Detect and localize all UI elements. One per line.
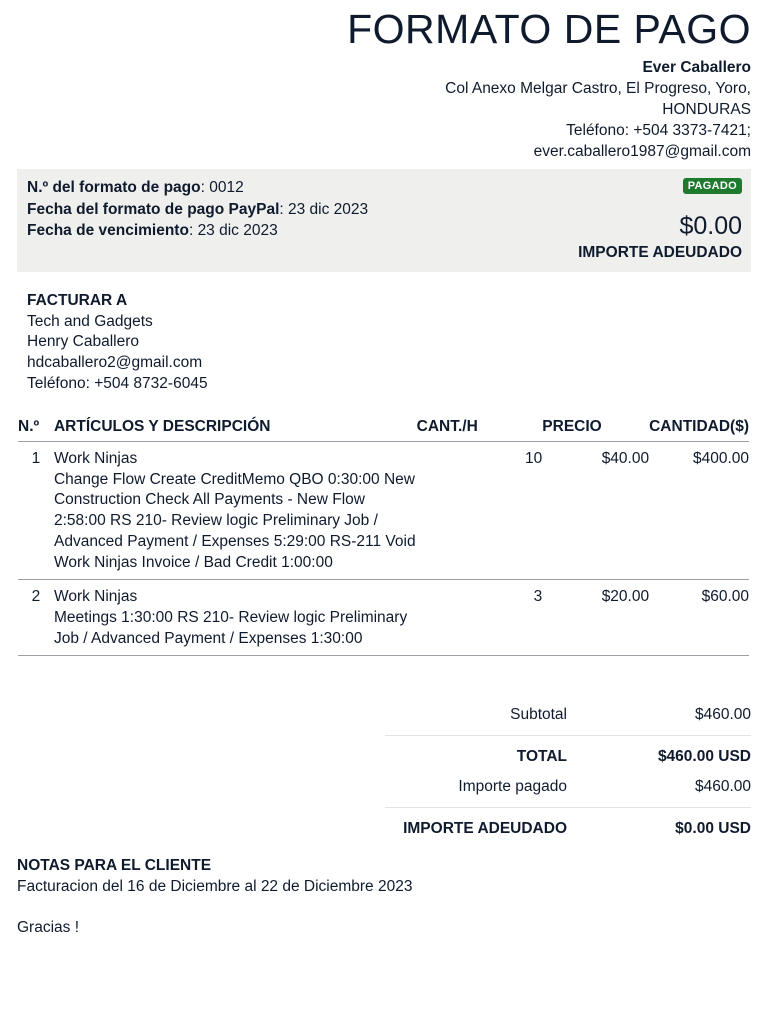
header-amount: CANTIDAD($) — [649, 415, 749, 442]
header-num: N.º — [18, 415, 54, 442]
paid-row — [385, 772, 751, 802]
total-label: TOTAL — [516, 748, 567, 765]
bill-to-phone: Teléfono: +504 8732-6045 — [27, 374, 208, 392]
totals-divider — [385, 807, 751, 808]
row-item-description: Change Flow Create CreditMemo QBO 0:30:00 New Construction Check All Payments - New Flow 2:58:00 RS 210- Review logic Preliminary Job / Advanced Payment / Expenses 5:29:00 RS-211 Void Work Ninjas Invoice / Bad Credit 1:00:00 — [53, 470, 416, 571]
total-value: $460.00 USD — [657, 748, 751, 765]
bill-to-contact: Henry Caballero — [27, 333, 139, 351]
row-item-title: Work Ninjas — [53, 588, 138, 606]
notes-text: Facturacion del 16 de Diciembre al 22 de Diciembre 2023 — [17, 878, 413, 895]
bill-to-company: Tech and Gadgets — [27, 312, 153, 330]
paid-value: $460.00 — [694, 778, 751, 795]
due-value: $0.00 USD — [675, 820, 751, 837]
row-item-title: Work Ninjas — [53, 450, 138, 467]
row-amount: $400.00 — [649, 442, 749, 580]
row-num: 2 — [18, 580, 54, 656]
sender-address-line1: Col Anexo Melgar Castro, El Progreso, Yoro, — [445, 80, 751, 97]
row-item-description: Meetings 1:30:00 RS 210- Review logic Preliminary Job / Advanced Payment / Expenses 1:30:00 — [53, 608, 408, 647]
row-quantity: 10 — [417, 442, 543, 580]
subtotal-label: Subtotal — [510, 706, 567, 723]
sender-name: Ever Caballero — [642, 59, 751, 76]
row-quantity: 3 — [417, 580, 543, 656]
row-description-cell — [54, 580, 417, 656]
subtotal-row — [385, 700, 751, 730]
items-table-header — [18, 415, 749, 442]
header-quantity: CANT./H — [417, 415, 543, 442]
total-row — [385, 742, 751, 772]
sender-address-line2: HONDURAS — [662, 101, 751, 118]
notes-heading: NOTAS PARA EL CLIENTE — [17, 857, 212, 874]
paid-label: Importe pagado — [458, 778, 567, 795]
payment-date-value: : 23 dic 2023 — [279, 200, 369, 218]
due-row — [385, 814, 751, 844]
row-amount: $60.00 — [649, 580, 749, 656]
table-row — [18, 442, 749, 580]
bill-to-block — [27, 291, 208, 395]
payment-number-label: N.º del formato de pago — [27, 179, 201, 196]
notes-block — [17, 855, 412, 938]
sender-block — [331, 57, 751, 162]
items-table — [18, 415, 749, 656]
header-price: PRECIO — [542, 415, 649, 442]
row-price: $20.00 — [542, 580, 649, 656]
payment-info-details — [27, 177, 377, 242]
due-label: IMPORTE ADEUDADO — [403, 820, 567, 837]
amount-due-value: $0.00 — [679, 212, 742, 240]
payment-date-label: Fecha del formato de pago PayPal — [27, 200, 280, 218]
row-description-cell — [54, 442, 417, 580]
bill-to-email[interactable]: hdcaballero2@gmail.com — [27, 354, 203, 372]
totals-block — [385, 700, 751, 844]
document-title: FORMATO DE PAGO — [347, 6, 751, 52]
due-date-value: : 23 dic 2023 — [188, 222, 278, 239]
due-date-label: Fecha de vencimiento — [27, 222, 189, 239]
subtotal-value: $460.00 — [694, 706, 751, 723]
row-num: 1 — [18, 442, 54, 580]
table-row — [18, 580, 749, 656]
row-price: $40.00 — [542, 442, 649, 580]
amount-due-label: IMPORTE ADEUDADO — [578, 244, 742, 261]
payment-number-value: : 0012 — [200, 179, 244, 196]
sender-phone: Teléfono: +504 3373-7421; — [566, 122, 751, 139]
totals-divider — [385, 735, 751, 736]
payment-info-box — [17, 169, 751, 272]
header-description: ARTÍCULOS Y DESCRIPCIÓN — [54, 415, 417, 442]
bill-to-heading: FACTURAR A — [27, 292, 128, 309]
status-badge: PAGADO — [683, 178, 742, 194]
notes-thanks: Gracias ! — [17, 919, 80, 936]
sender-email[interactable]: ever.caballero1987@gmail.com — [533, 143, 751, 160]
